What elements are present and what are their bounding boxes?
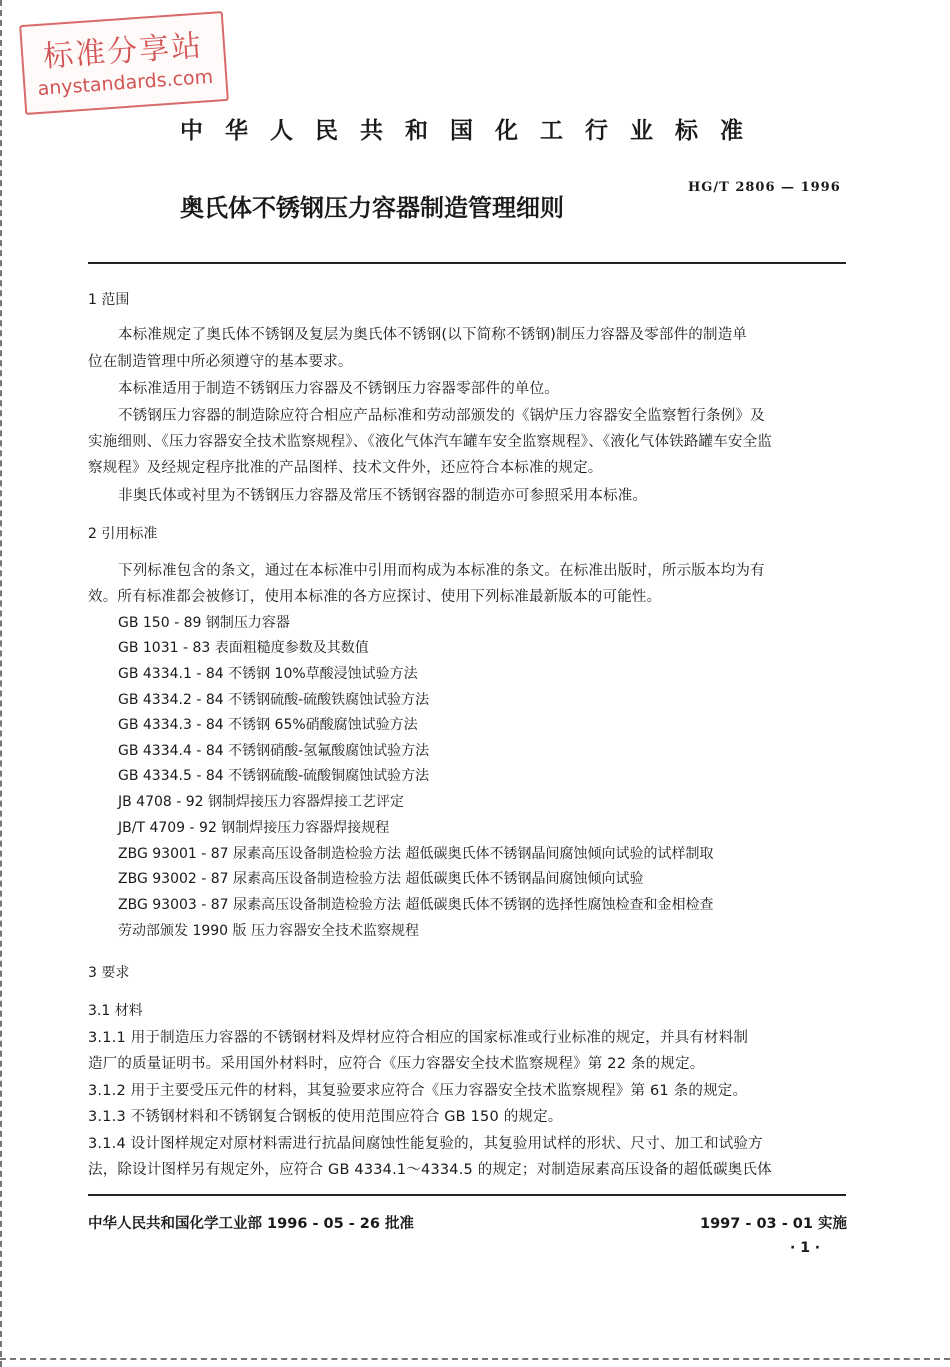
- reference-item: JB 4708 - 92 钢制焊接压力容器焊接工艺评定: [118, 794, 405, 810]
- reference-item: ZBG 93003 - 87 尿素高压设备制造检验方法 超低碳奥氏体不锈钢的选择性腐蚀检查和金相检查: [118, 897, 714, 913]
- approval-line: 中华人民共和国化学工业部 1996 - 05 - 26 批准: [88, 1216, 415, 1232]
- reference-item: ZBG 93001 - 87 尿素高压设备制造检验方法 超低碳奥氏体不锈钢晶间腐蚀倾向试验的试样制取: [118, 846, 714, 862]
- section-3-heading: 3 要求: [88, 965, 130, 981]
- reference-item: 劳动部颁发 1990 版 压力容器安全技术监察规程: [118, 923, 419, 939]
- footer-divider: [88, 1194, 846, 1196]
- watermark-en: anystandards.com: [36, 65, 214, 101]
- reference-item: JB/T 4709 - 92 钢制焊接压力容器焊接规程: [118, 820, 390, 836]
- page-number: · 1 ·: [790, 1240, 821, 1256]
- clause-3-1-3: 3.1.3 不锈钢材料和不锈钢复合钢板的使用范围应符合 GB 150 的规定。: [88, 1109, 563, 1125]
- reference-item: GB 4334.4 - 84 不锈钢硝酸-氢氟酸腐蚀试验方法: [118, 743, 430, 759]
- clause-3-1-4a: 3.1.4 设计图样规定对原材料需进行抗晶间腐蚀性能复验的，其复验用试样的形状、尺寸、加工和试验方: [88, 1136, 763, 1152]
- standard-code: HG/T 2806 — 1996: [688, 180, 841, 195]
- reference-item: GB 4334.3 - 84 不锈钢 65%硝酸腐蚀试验方法: [118, 717, 418, 733]
- s1-paragraph-1b: 位在制造管理中所必须遵守的基本要求。: [88, 354, 353, 370]
- document-title: 奥氏体不锈钢压力容器制造管理细则: [180, 194, 564, 222]
- reference-item: ZBG 93002 - 87 尿素高压设备制造检验方法 超低碳奥氏体不锈钢晶间腐蚀倾向试验: [118, 871, 644, 887]
- scan-edge-bottom: [0, 1358, 950, 1360]
- s1-paragraph-1a: 本标准规定了奥氏体不锈钢及复层为奥氏体不锈钢(以下简称不锈钢)制压力容器及零部件的制造单: [118, 327, 748, 343]
- s1-paragraph-4: 非奥氏体或衬里为不锈钢压力容器及常压不锈钢容器的制造亦可参照采用本标准。: [118, 488, 648, 504]
- standard-type-heading: 中华人民共和国化工行业标准: [180, 118, 765, 144]
- reference-item: GB 4334.2 - 84 不锈钢硫酸-硫酸铁腐蚀试验方法: [118, 692, 430, 708]
- s2-paragraph-1a: 下列标准包含的条文，通过在本标准中引用而构成为本标准的条文。在标准出版时，所示版本均为有: [118, 563, 765, 579]
- clause-3-1-1b: 造厂的质量证明书。采用国外材料时，应符合《压力容器安全技术监察规程》第 22 条的规定。: [88, 1056, 705, 1072]
- s1-paragraph-3a: 不锈钢压力容器的制造除应符合相应产品标准和劳动部颁发的《锅炉压力容器安全监察暂行条例》及: [118, 408, 765, 424]
- section-3-1-heading: 3.1 材料: [88, 1003, 143, 1019]
- reference-item: GB 4334.5 - 84 不锈钢硫酸-硫酸铜腐蚀试验方法: [118, 768, 430, 784]
- s2-paragraph-1b: 效。所有标准都会被修订，使用本标准的各方应探讨、使用下列标准最新版本的可能性。: [88, 589, 662, 605]
- reference-item: GB 150 - 89 钢制压力容器: [118, 615, 290, 631]
- clause-3-1-2: 3.1.2 用于主要受压元件的材料，其复验要求应符合《压力容器安全技术监察规程》第 61 条的规定。: [88, 1083, 748, 1099]
- clause-3-1-1a: 3.1.1 用于制造压力容器的不锈钢材料及焊材应符合相应的国家标准或行业标准的规定，并具有材料制: [88, 1030, 749, 1046]
- section-1-heading: 1 范围: [88, 292, 130, 308]
- s1-paragraph-3b: 实施细则、《压力容器安全技术监察规程》、《液化气体汽车罐车安全监察规程》、《液化气体铁路罐车安全监: [88, 434, 773, 450]
- clause-3-1-4b: 法，除设计图样另有规定外，应符合 GB 4334.1～4334.5 的规定；对制造尿素高压设备的超低碳奥氏体: [88, 1162, 772, 1178]
- reference-item: GB 1031 - 83 表面粗糙度参数及其数值: [118, 640, 369, 656]
- s1-paragraph-3c: 察规程》及经规定程序批准的产品图样、技术文件外，还应符合本标准的规定。: [88, 460, 603, 476]
- watermark-stamp: [19, 11, 229, 115]
- s1-paragraph-2: 本标准适用于制造不锈钢压力容器及不锈钢压力容器零部件的单位。: [118, 381, 559, 397]
- scan-edge-left: [0, 0, 2, 1367]
- reference-item: GB 4334.1 - 84 不锈钢 10%草酸浸蚀试验方法: [118, 666, 418, 682]
- header-divider: [88, 262, 846, 264]
- section-2-heading: 2 引用标准: [88, 526, 158, 542]
- effective-date: 1997 - 03 - 01 实施: [700, 1216, 847, 1232]
- watermark-cn: 标准分享站: [42, 28, 205, 75]
